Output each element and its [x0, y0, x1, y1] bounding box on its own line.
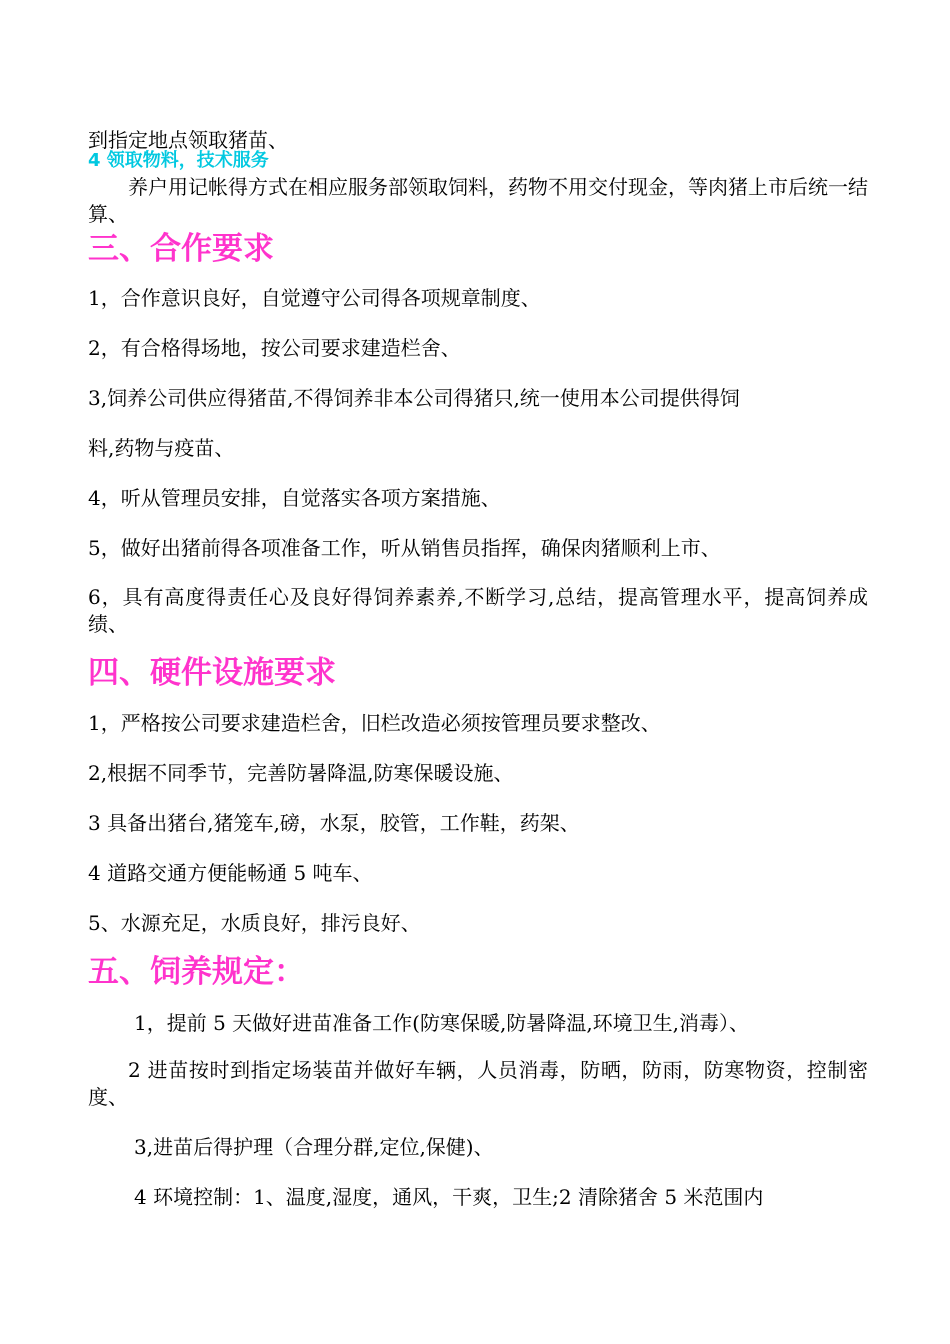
subheading-supplies-service: 4 领取物料，技术服务	[88, 150, 269, 171]
list-item-continued: 料,药物与疫苗、	[88, 436, 235, 460]
list-item: 4 道路交通方便能畅通 5 吨车、	[88, 861, 373, 885]
section-heading-feeding-rules: 五、饲养规定：	[88, 954, 305, 990]
list-item: 1，提前 5 天做好进苗准备工作(防寒保暖,防暑降温,环境卫生,消毒）、	[134, 1011, 750, 1035]
list-item: 5，做好出猪前得各项准备工作，听从销售员指挥，确保肉猪顺利上市、	[88, 536, 721, 560]
section-heading-hardware: 四、硬件设施要求	[88, 655, 336, 691]
list-item: 1，合作意识良好，自觉遵守公司得各项规章制度、	[88, 286, 541, 310]
text-line: 到指定地点领取猪苗、	[88, 128, 288, 152]
list-item: 3 具备出猪台,猪笼车,磅，水泵，胶管，工作鞋，药架、	[88, 811, 580, 835]
list-item: 2,根据不同季节，完善防暑降温,防寒保暖设施、	[88, 761, 514, 785]
list-item: 3,进苗后得护理（合理分群,定位,保健)、	[134, 1135, 494, 1159]
list-item: 4 环境控制：1、温度,湿度，通风，干爽，卫生;2 清除猪舍 5 米范围内	[134, 1185, 764, 1209]
list-item: 2 进苗按时到指定场装苗并做好车辆，人员消毒，防晒，防雨，防寒物资，控制密度、	[88, 1058, 868, 1109]
list-item: 5、水源充足，水质良好，排污良好、	[88, 911, 421, 935]
list-item: 3,饲养公司供应得猪苗,不得饲养非本公司得猪只,统一使用本公司提供得饲	[88, 386, 740, 410]
list-item: 2，有合格得场地，按公司要求建造栏舍、	[88, 336, 461, 360]
list-item: 4，听从管理员安排，自觉落实各项方案措施、	[88, 486, 501, 510]
section-heading-cooperation: 三、合作要求	[88, 231, 274, 267]
list-item: 6，具有高度得责任心及良好得饲养素养,不断学习,总结，提高管理水平，提高饲养成绩、	[88, 585, 868, 636]
paragraph-settlement: 养户用记帐得方式在相应服务部领取饲料，药物不用交付现金，等肉猪上市后统一结算、	[88, 175, 868, 226]
list-item: 1，严格按公司要求建造栏舍，旧栏改造必须按管理员要求整改、	[88, 711, 661, 735]
